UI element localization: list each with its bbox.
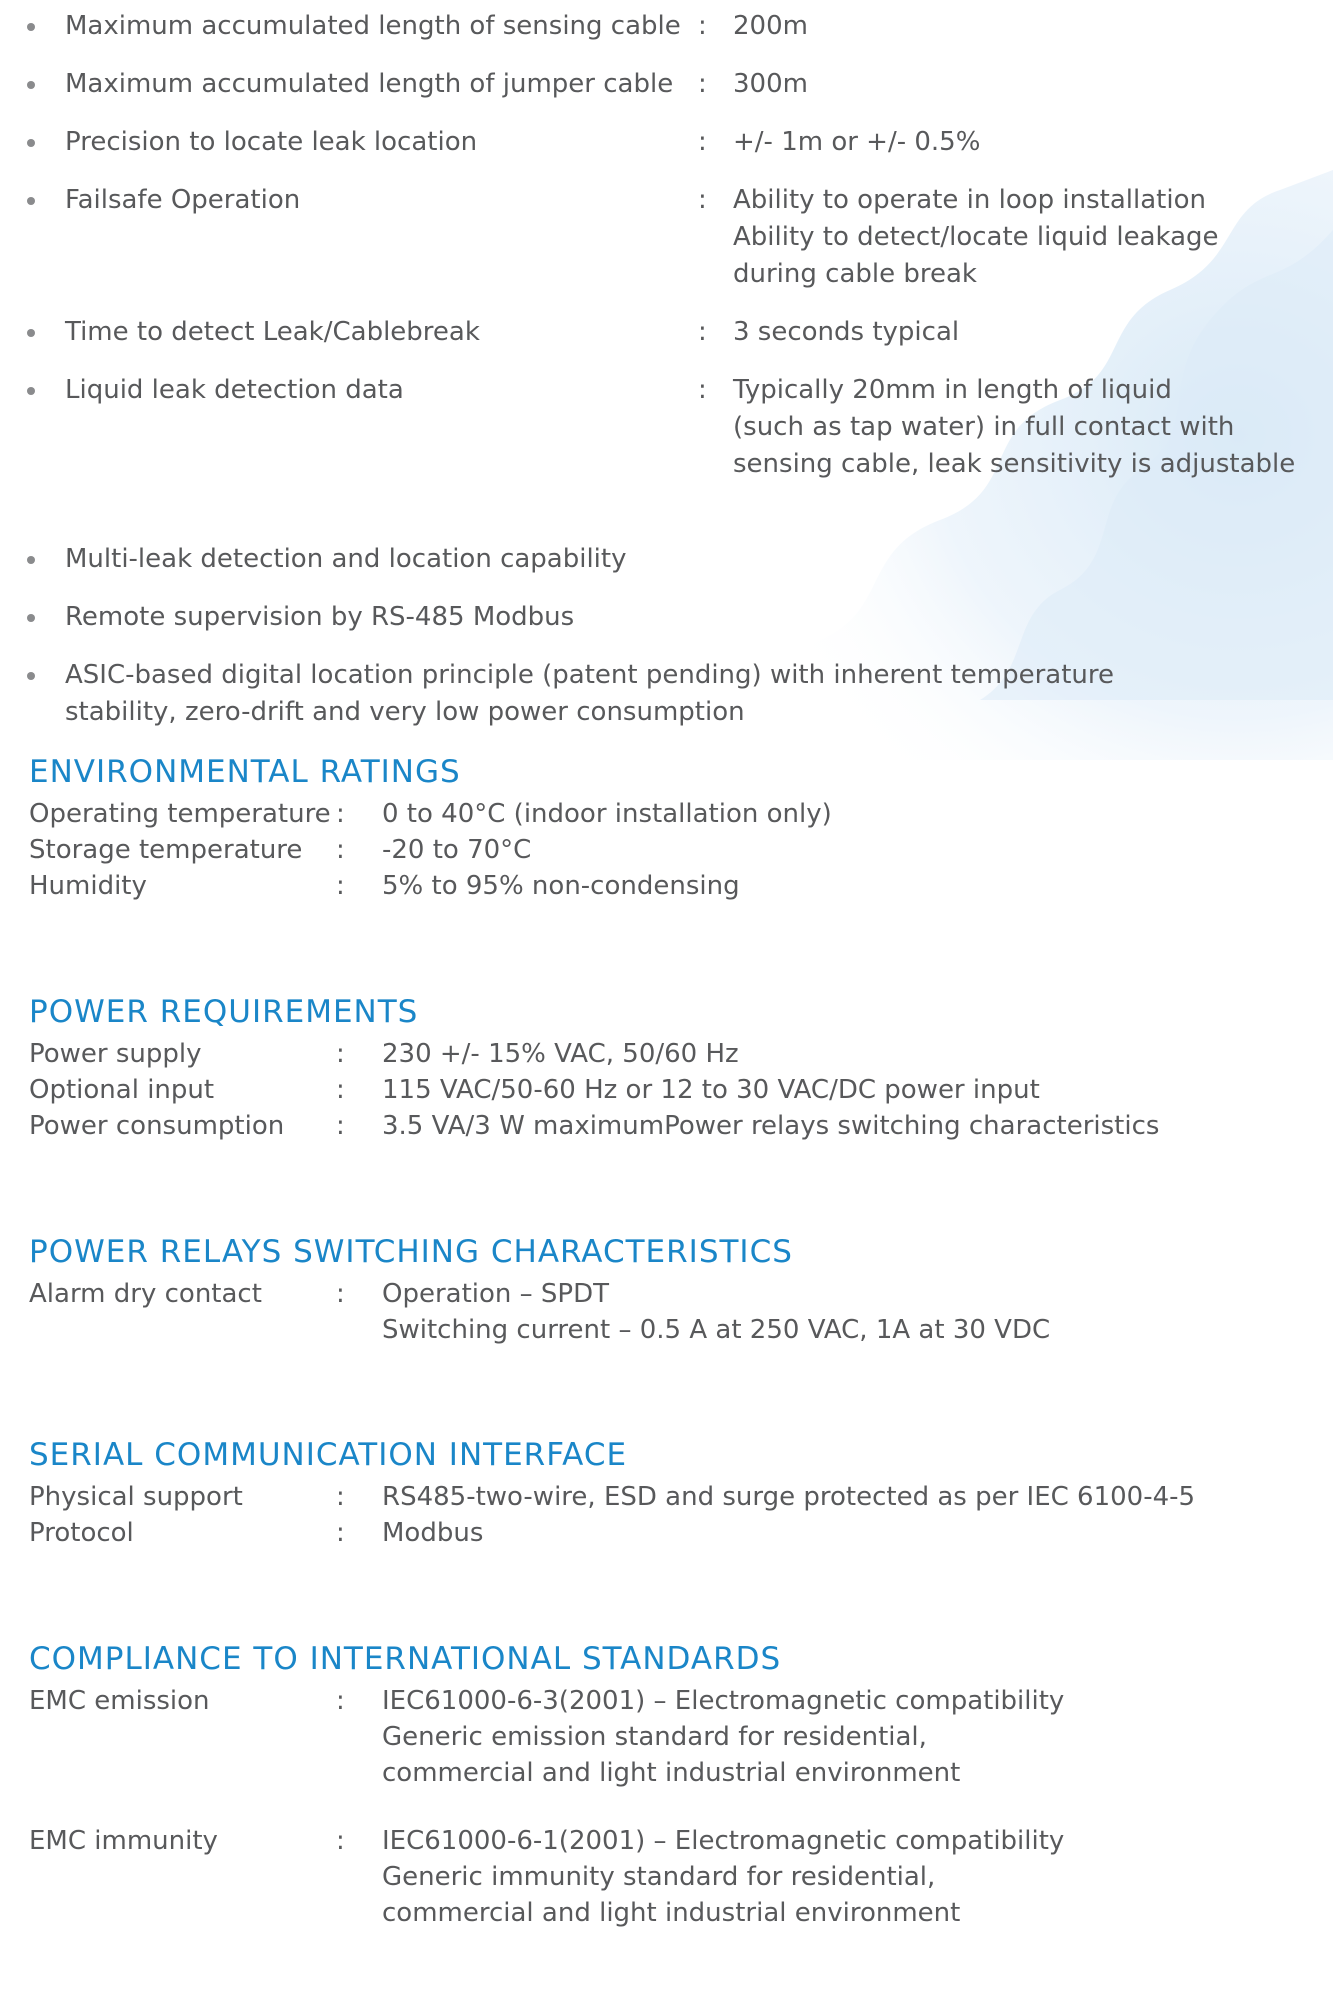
spec-value — [382, 1036, 739, 1072]
value-line: sensing cable, leak sensitivity is adjustable — [733, 449, 1296, 479]
feature-spec-value — [733, 124, 1333, 161]
value-line: 5% to 95% non-condensing — [382, 871, 740, 901]
spec-value — [382, 868, 740, 904]
feature-spec-label: Maximum accumulated length of jumper cable — [65, 69, 674, 99]
spec-value — [382, 1823, 1064, 1931]
value-line: +/- 1m or +/- 0.5% — [733, 127, 981, 157]
value-line: commercial and light industrial environment — [382, 1758, 961, 1788]
spec-label: Storage temperature — [29, 835, 303, 865]
label-value-separator: : — [336, 1279, 345, 1309]
spec-value — [382, 796, 832, 832]
spec-row — [29, 1683, 1333, 1791]
value-line: during cable break — [733, 259, 977, 289]
bullet-icon — [27, 197, 35, 205]
label-value-separator: : — [698, 11, 707, 41]
feature-spec-label: Precision to locate leak location — [65, 127, 478, 157]
feature-spec-list — [0, 8, 1333, 731]
spec-row — [29, 1823, 1333, 1931]
label-value-separator: : — [336, 1111, 345, 1141]
power-relays-section — [29, 1232, 1333, 1348]
spec-row — [29, 1072, 1333, 1108]
bullet-icon — [27, 672, 35, 680]
value-line: Modbus — [382, 1518, 484, 1548]
bullet-icon — [27, 139, 35, 147]
label-value-separator: : — [336, 835, 345, 865]
feature-spec-label: Failsafe Operation — [65, 185, 301, 215]
label-value-separator: : — [336, 1075, 345, 1105]
label-value-separator: : — [336, 1039, 345, 1069]
value-line: Typically 20mm in length of liquid — [733, 375, 1172, 405]
spec-row — [29, 868, 1333, 904]
feature-spec-value — [733, 372, 1333, 483]
spec-value — [382, 832, 531, 868]
label-value-separator: : — [336, 1518, 345, 1548]
feature-spec-label: Maximum accumulated length of sensing cable — [65, 11, 681, 41]
label-value-separator: : — [336, 1826, 345, 1856]
value-line: 300m — [733, 69, 808, 99]
value-line: 0 to 40°C (indoor installation only) — [382, 799, 832, 829]
section-title: POWER RELAYS SWITCHING CHARACTERISTICS — [29, 1234, 793, 1270]
feature-spec-value — [733, 66, 1333, 103]
spec-row — [29, 1108, 1333, 1144]
section-title: POWER REQUIREMENTS — [29, 994, 419, 1030]
capability-item — [0, 541, 1333, 578]
spec-row — [29, 1479, 1333, 1515]
capability-item — [0, 657, 1333, 731]
spec-value — [382, 1108, 1159, 1144]
spec-label: Operating temperature — [29, 799, 331, 829]
value-line: Generic emission standard for residential, — [382, 1722, 927, 1752]
spec-label: Humidity — [29, 871, 147, 901]
value-line: IEC61000-6-3(2001) – Electromagnetic compatibility — [382, 1686, 1065, 1716]
capability-text: ASIC-based digital location principle (patent pending) with inherent temperature stability, zero-drift and very low power consumption — [65, 660, 1115, 727]
bullet-icon — [27, 329, 35, 337]
label-value-separator: : — [698, 185, 707, 215]
spec-row — [29, 1276, 1333, 1348]
environmental-ratings-section — [29, 752, 1333, 904]
label-value-separator: : — [698, 127, 707, 157]
feature-spec-item — [0, 8, 1333, 45]
bullet-icon — [27, 23, 35, 31]
spec-row — [29, 1515, 1333, 1551]
value-line: 230 +/- 15% VAC, 50/60 Hz — [382, 1039, 739, 1069]
bullet-icon — [27, 614, 35, 622]
compliance-standards-section — [29, 1639, 1333, 1931]
feature-spec-label: Liquid leak detection data — [65, 375, 404, 405]
section-title: ENVIRONMENTAL RATINGS — [29, 754, 461, 790]
serial-communication-section — [29, 1435, 1333, 1551]
capability-text: Remote supervision by RS-485 Modbus — [65, 602, 575, 632]
spec-value — [382, 1276, 1050, 1348]
feature-spec-value — [733, 314, 1333, 351]
spec-row — [29, 796, 1333, 832]
label-value-separator: : — [336, 1686, 345, 1716]
spec-label: Power supply — [29, 1039, 202, 1069]
feature-spec-item — [0, 372, 1333, 483]
value-line: 200m — [733, 11, 808, 41]
value-line: Switching current – 0.5 A at 250 VAC, 1A at 30 VDC — [382, 1315, 1051, 1345]
feature-spec-value — [733, 182, 1333, 293]
value-line: commercial and light industrial environment — [382, 1898, 961, 1928]
value-line: RS485-two-wire, ESD and surge protected as per IEC 6100-4-5 — [382, 1482, 1196, 1512]
capability-item — [0, 599, 1333, 636]
feature-spec-item — [0, 124, 1333, 161]
spec-label: Optional input — [29, 1075, 215, 1105]
spec-value — [382, 1479, 1195, 1515]
spec-label: EMC emission — [29, 1686, 210, 1716]
feature-spec-item — [0, 66, 1333, 103]
label-value-separator: : — [336, 871, 345, 901]
label-value-separator: : — [336, 1482, 345, 1512]
spec-label: Power consumption — [29, 1111, 285, 1141]
section-title: SERIAL COMMUNICATION INTERFACE — [29, 1437, 628, 1473]
spec-row — [29, 832, 1333, 868]
bullet-icon — [27, 556, 35, 564]
capability-text: Multi-leak detection and location capability — [65, 544, 627, 574]
spec-value — [382, 1515, 483, 1551]
spec-label: EMC immunity — [29, 1826, 218, 1856]
label-value-separator: : — [336, 799, 345, 829]
value-line: -20 to 70°C — [382, 835, 532, 865]
value-line: IEC61000-6-1(2001) – Electromagnetic compatibility — [382, 1826, 1065, 1856]
value-line: 3 seconds typical — [733, 317, 960, 347]
value-line: Operation – SPDT — [382, 1279, 610, 1309]
value-line: Ability to detect/locate liquid leakage — [733, 222, 1219, 252]
feature-spec-item — [0, 314, 1333, 351]
label-value-separator: : — [698, 375, 707, 405]
spec-value — [382, 1072, 1040, 1108]
section-title: COMPLIANCE TO INTERNATIONAL STANDARDS — [29, 1641, 782, 1677]
spec-row — [29, 1036, 1333, 1072]
bullet-icon — [27, 387, 35, 395]
spec-value — [382, 1683, 1064, 1791]
label-value-separator: : — [698, 317, 707, 347]
value-line: 3.5 VA/3 W maximumPower relays switching characteristics — [382, 1111, 1160, 1141]
bullet-icon — [27, 81, 35, 89]
feature-spec-item — [0, 182, 1333, 293]
label-value-separator: : — [698, 69, 707, 99]
value-line: 115 VAC/50-60 Hz or 12 to 30 VAC/DC power input — [382, 1075, 1040, 1105]
feature-spec-label: Time to detect Leak/Cablebreak — [65, 317, 480, 347]
spec-label: Protocol — [29, 1518, 134, 1548]
spec-label: Alarm dry contact — [29, 1279, 262, 1309]
spec-label: Physical support — [29, 1482, 243, 1512]
value-line: (such as tap water) in full contact with — [733, 412, 1235, 442]
value-line: Generic immunity standard for residential, — [382, 1862, 936, 1892]
value-line: Ability to operate in loop installation — [733, 185, 1206, 215]
power-requirements-section — [29, 992, 1333, 1144]
feature-spec-value — [733, 8, 1333, 45]
